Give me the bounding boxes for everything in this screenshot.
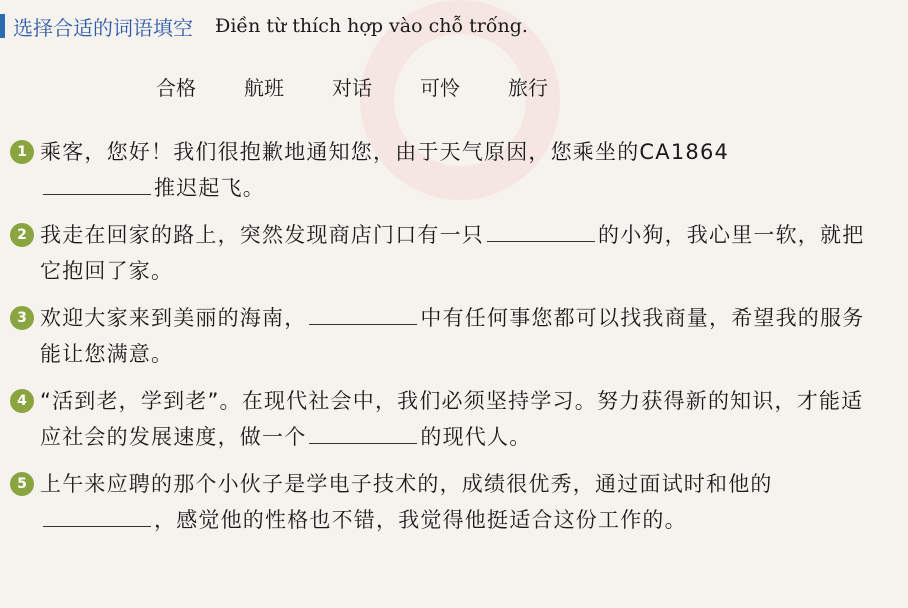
item-text-after: 推迟起飞。 — [154, 176, 265, 200]
word-bank-item: 旅行 — [508, 76, 548, 100]
item-text-after: ，感觉他的性格也不错，我觉得他挺适合这份工作的。 — [154, 508, 687, 532]
item-text-before: 欢迎大家来到美丽的海南， — [40, 306, 307, 330]
item-text-before: “活到老，学到老”。在现代社会中，我们必须坚持学习。努力获得新的知识，才能适应社会的发展速度，做一个 — [40, 389, 864, 449]
item-text-before: 我走在回家的路上，突然发现商店门口有一只 — [40, 223, 484, 247]
item-text — [40, 383, 880, 455]
header-title-chinese: 选择合适的词语填空 — [13, 15, 193, 40]
word-bank-item: 可怜 — [420, 76, 460, 100]
exercise-item-2 — [10, 217, 890, 289]
word-bank-item: 航班 — [244, 76, 284, 100]
exercise-item-1 — [10, 134, 890, 206]
answer-blank[interactable] — [487, 219, 595, 242]
exercise-item-3 — [10, 300, 890, 372]
exercise-items — [10, 134, 890, 549]
item-number-badge: 4 — [10, 389, 34, 413]
item-number-badge: 3 — [10, 306, 34, 330]
item-text-after: 的小狗，我心里一软，就把它抱回了家。 — [40, 223, 865, 283]
exercise-item-4 — [10, 383, 890, 455]
item-text — [40, 300, 880, 372]
item-text-after: 中有任何事您都可以找我商量，希望我的服务能让您满意。 — [40, 306, 865, 366]
item-number-badge: 2 — [10, 223, 34, 247]
answer-blank[interactable] — [43, 504, 151, 527]
word-bank — [156, 72, 548, 101]
item-text-before: 上午来应聘的那个小伙子是学电子技术的，成绩很优秀，通过面试时和他的 — [40, 472, 773, 496]
item-text — [40, 217, 880, 289]
item-text-after: 的现代人。 — [420, 425, 532, 449]
answer-blank[interactable] — [309, 302, 417, 325]
word-bank-item: 合格 — [156, 76, 196, 100]
item-number-badge: 1 — [10, 140, 34, 164]
answer-blank[interactable] — [309, 421, 417, 444]
header-title-vietnamese: Điền từ thích hợp vào chỗ trống. — [215, 15, 528, 37]
item-text — [40, 466, 880, 538]
exercise-item-5 — [10, 466, 890, 538]
item-text-before: 乘客，您好！我们很抱歉地通知您，由于天气原因，您乘坐的CA1864 — [40, 140, 730, 164]
word-bank-item: 对话 — [332, 76, 372, 100]
exercise-header — [0, 10, 528, 42]
answer-blank[interactable] — [43, 172, 151, 195]
header-accent-bar — [0, 14, 5, 38]
item-text — [40, 134, 880, 206]
item-number-badge: 5 — [10, 472, 34, 496]
